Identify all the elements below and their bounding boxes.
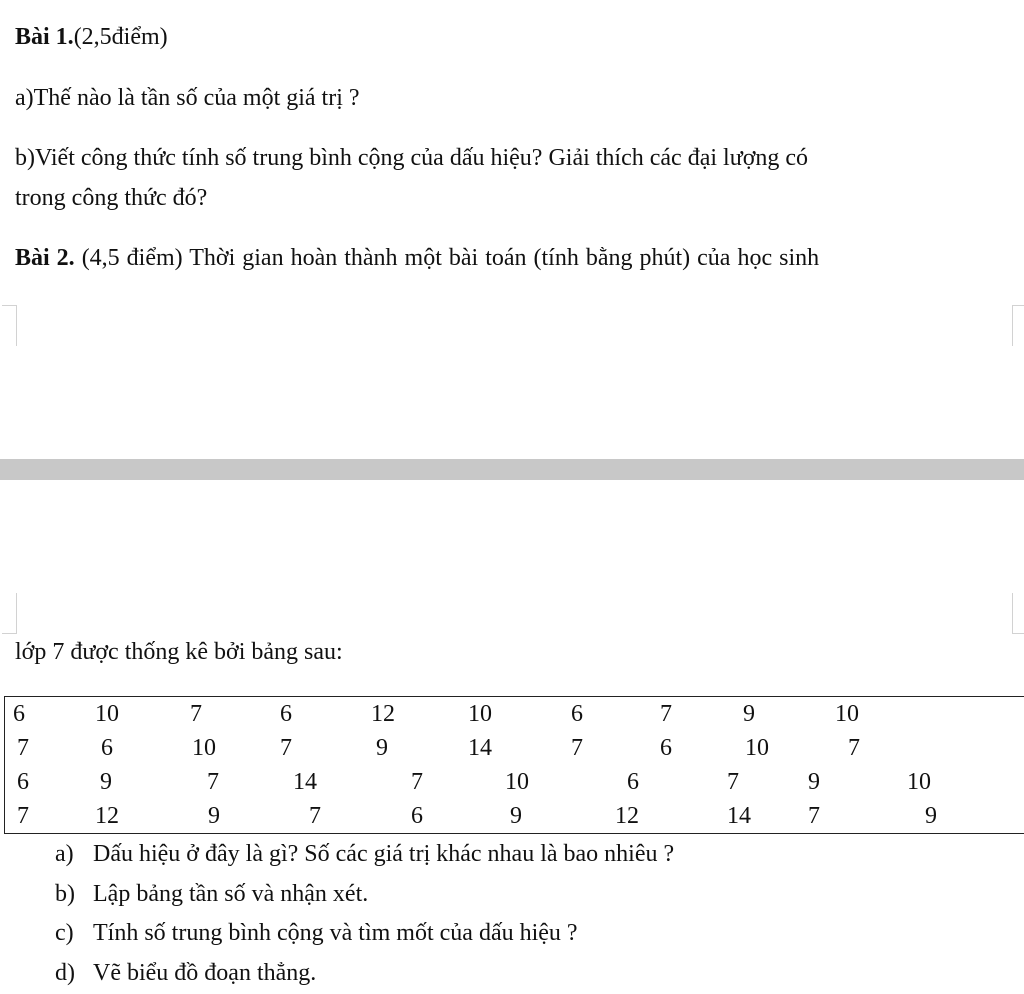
table-cell: 10 [505,769,529,795]
question-text: Tính số trung bình cộng và tìm mốt của dấu hiệu ? [93,920,578,946]
table-cell: 9 [208,803,220,829]
table-cell: 14 [293,769,317,795]
question-text: Lập bảng tần số và nhận xét. [93,881,369,907]
question-item [55,958,316,988]
bai1-part-b-line1: b)Viết công thức tính số trung bình cộng của dấu hiệu? Giải thích các đại lượng có [15,145,809,171]
table-cell: 7 [309,803,321,829]
table-cell: 7 [571,735,583,761]
question-label: b) [55,881,75,907]
table-cell: 7 [808,803,820,829]
page-corner-mark [2,305,17,346]
bai1-title [15,22,168,52]
bai2-title [15,243,819,273]
table-cell: 9 [808,769,820,795]
table-cell: 9 [376,735,388,761]
table-cell: 10 [95,701,119,727]
bai1-part-b-line2: trong công thức đó? [15,185,208,211]
page-separator [0,459,1024,480]
bai2-intro-line2: lớp 7 được thống kê bởi bảng sau: [15,639,343,665]
question-item [55,839,674,869]
question-item [55,918,578,948]
table-cell: 12 [615,803,639,829]
bai1-points: (2,5điểm) [73,24,168,50]
bai1-part-a: a)Thế nào là tần số của một giá trị ? [15,85,360,111]
question-text: Vẽ biểu đồ đoạn thẳng. [93,960,317,986]
data-table [4,696,1024,834]
question-item [55,879,368,909]
table-cell: 7 [207,769,219,795]
table-cell: 7 [727,769,739,795]
table-cell: 7 [660,701,672,727]
table-cell: 6 [411,803,423,829]
page-corner-mark [1012,593,1024,634]
table-cell: 7 [411,769,423,795]
table-cell: 12 [95,803,119,829]
bai2-intro-line1: (4,5 điểm) Thời gian hoàn thành một bài toán (tính bằng phút) của học sinh [74,245,820,271]
table-cell: 6 [17,769,29,795]
table-cell: 10 [745,735,769,761]
table-cell: 6 [101,735,113,761]
table-cell: 7 [848,735,860,761]
table-cell: 7 [17,803,29,829]
table-cell: 9 [743,701,755,727]
table-cell: 6 [13,701,25,727]
table-cell: 6 [627,769,639,795]
table-cell: 6 [571,701,583,727]
table-cell: 14 [727,803,751,829]
table-cell: 10 [468,701,492,727]
table-cell: 6 [280,701,292,727]
table-cell: 7 [190,701,202,727]
table-cell: 7 [17,735,29,761]
table-cell: 9 [510,803,522,829]
page-corner-mark [1012,305,1024,346]
table-cell: 9 [100,769,112,795]
question-label: a) [55,841,74,867]
question-label: c) [55,920,74,946]
table-cell: 6 [660,735,672,761]
bai2-heading: Bài 2. [15,245,75,271]
table-cell: 12 [371,701,395,727]
table-cell: 7 [280,735,292,761]
table-cell: 14 [468,735,492,761]
table-cell: 10 [835,701,859,727]
bai1-heading: Bài 1. [15,24,74,50]
question-label: d) [55,960,75,986]
table-cell: 10 [907,769,931,795]
table-cell: 10 [192,735,216,761]
question-text: Dấu hiệu ở đây là gì? Số các giá trị khác nhau là bao nhiêu ? [93,841,675,867]
page-corner-mark [2,593,17,634]
table-cell: 9 [925,803,937,829]
